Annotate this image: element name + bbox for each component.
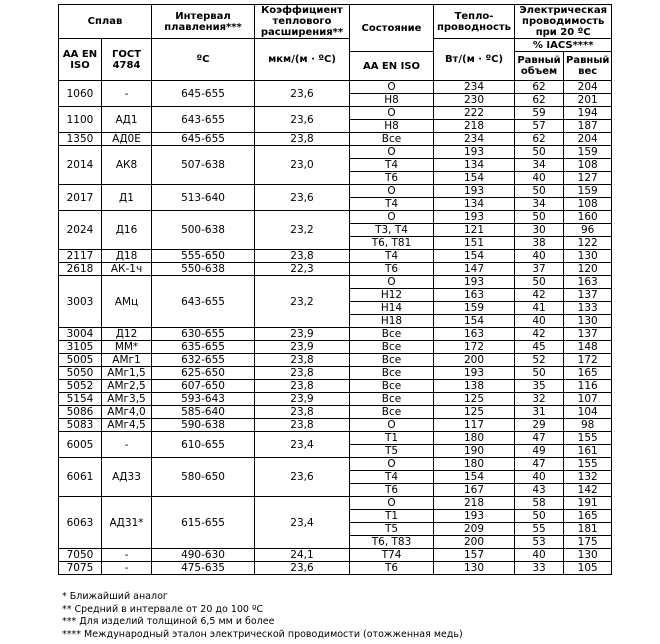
thermal-conductivity-cell: 193: [434, 185, 515, 198]
iacs-weight-cell: 108: [564, 198, 612, 211]
thermal-conductivity-cell: 134: [434, 159, 515, 172]
iacs-weight-cell: 191: [564, 497, 612, 510]
equal-volume-header: Равный объем: [515, 52, 564, 81]
alloy-table-body: [59, 81, 612, 575]
state-cell: Все: [350, 133, 434, 146]
thermal-conductivity-cell: 193: [434, 211, 515, 224]
thermal-conductivity-cell: 200: [434, 354, 515, 367]
thermal-conductivity-cell: 180: [434, 458, 515, 471]
gost-grade-cell: Д18: [102, 250, 152, 263]
state-cell: Все: [350, 367, 434, 380]
iacs-volume-cell: 59: [515, 107, 564, 120]
aa-grade-cell: 6061: [59, 458, 102, 497]
iacs-weight-cell: 165: [564, 367, 612, 380]
state-cell: Все: [350, 406, 434, 419]
iacs-volume-cell: 35: [515, 380, 564, 393]
iacs-weight-cell: 155: [564, 432, 612, 445]
aa-grade-cell: 6005: [59, 432, 102, 458]
iacs-volume-cell: 40: [515, 250, 564, 263]
iacs-weight-cell: 98: [564, 419, 612, 432]
table-row: [59, 107, 612, 120]
gost-grade-cell: АМг3,5: [102, 393, 152, 406]
state-cell: O: [350, 146, 434, 159]
iacs-volume-cell: 40: [515, 315, 564, 328]
melting-unit: ºC: [152, 39, 255, 81]
table-row: [59, 81, 612, 94]
iacs-weight-cell: 137: [564, 328, 612, 341]
state-cell: T4: [350, 198, 434, 211]
aa-grade-cell: 1100: [59, 107, 102, 133]
gost-grade-cell: АМг4,5: [102, 419, 152, 432]
aa-grade-cell: 3105: [59, 341, 102, 354]
iacs-volume-cell: 43: [515, 484, 564, 497]
thermal-conductivity-cell: 154: [434, 471, 515, 484]
aa-grade-cell: 3003: [59, 276, 102, 328]
iacs-weight-cell: 130: [564, 549, 612, 562]
state-cell: O: [350, 107, 434, 120]
table-row: [59, 250, 612, 263]
iacs-volume-cell: 34: [515, 198, 564, 211]
melting-range-cell: 490-630: [152, 549, 255, 562]
iacs-weight-cell: 130: [564, 250, 612, 263]
expansion-coef-cell: 23,8: [255, 133, 350, 146]
state-cell: H18: [350, 315, 434, 328]
thermal-conductivity-cell: 159: [434, 302, 515, 315]
iacs-volume-cell: 47: [515, 458, 564, 471]
iacs-volume-cell: 33: [515, 562, 564, 575]
thermal-conductivity-cell: 209: [434, 523, 515, 536]
state-cell: T6: [350, 484, 434, 497]
iacs-weight-cell: 194: [564, 107, 612, 120]
gost-grade-cell: АМг2,5: [102, 380, 152, 393]
state-cell: T5: [350, 445, 434, 458]
expansion-coef-cell: 23,2: [255, 211, 350, 250]
equal-weight-header: Равный вес: [564, 52, 612, 81]
iacs-weight-cell: 204: [564, 81, 612, 94]
conductivity-unit: Вт/(м · ºC): [434, 39, 515, 81]
state-cell: H8: [350, 94, 434, 107]
footnote-3: *** Для изделий толщиной 6,5 мм и более: [62, 616, 275, 628]
melting-range-cell: 610-655: [152, 432, 255, 458]
iacs-weight-cell: 159: [564, 146, 612, 159]
gost-grade-cell: -: [102, 562, 152, 575]
gost-grade-cell: ММ*: [102, 341, 152, 354]
iacs-volume-cell: 62: [515, 81, 564, 94]
state-cell: T6: [350, 562, 434, 575]
state-cell: H14: [350, 302, 434, 315]
thermal-conductivity-cell: 222: [434, 107, 515, 120]
gost-grade-cell: -: [102, 81, 152, 107]
melting-range-cell: 593-643: [152, 393, 255, 406]
melting-range-cell: 500-638: [152, 211, 255, 250]
iacs-weight-cell: 161: [564, 445, 612, 458]
state-cell: T4: [350, 250, 434, 263]
iacs-weight-cell: 108: [564, 159, 612, 172]
iacs-volume-cell: 31: [515, 406, 564, 419]
alloy-properties-table: [58, 4, 612, 575]
iacs-volume-cell: 37: [515, 263, 564, 276]
aa-grade-cell: 5050: [59, 367, 102, 380]
table-row: [59, 354, 612, 367]
expansion-coef-cell: 23,2: [255, 276, 350, 328]
iacs-weight-cell: 181: [564, 523, 612, 536]
melting-header: Интервал плавления***: [152, 5, 255, 39]
melting-range-cell: 550-638: [152, 263, 255, 276]
state-cell: O: [350, 497, 434, 510]
iacs-weight-cell: 175: [564, 536, 612, 549]
thermal-conductivity-cell: 157: [434, 549, 515, 562]
thermal-conductivity-cell: 180: [434, 432, 515, 445]
melting-range-cell: 580-650: [152, 458, 255, 497]
state-cell: O: [350, 458, 434, 471]
aa-grade-cell: 2014: [59, 146, 102, 185]
table-row: [59, 133, 612, 146]
state-cell: O: [350, 81, 434, 94]
thermal-conductivity-cell: 218: [434, 497, 515, 510]
gost-grade-cell: АМг1: [102, 354, 152, 367]
iacs-weight-cell: 104: [564, 406, 612, 419]
table-row: [59, 419, 612, 432]
state-cell: O: [350, 211, 434, 224]
melting-range-cell: 625-650: [152, 367, 255, 380]
expansion-coef-cell: 23,8: [255, 367, 350, 380]
iacs-volume-cell: 32: [515, 393, 564, 406]
iacs-volume-cell: 29: [515, 419, 564, 432]
melting-range-cell: 507-638: [152, 146, 255, 185]
iacs-weight-cell: 120: [564, 263, 612, 276]
state-cell: O: [350, 185, 434, 198]
iacs-volume-cell: 34: [515, 159, 564, 172]
table-row: [59, 458, 612, 471]
state-cell: Все: [350, 328, 434, 341]
aa-grade-cell: 1060: [59, 81, 102, 107]
thermal-conductivity-cell: 147: [434, 263, 515, 276]
melting-range-cell: 590-638: [152, 419, 255, 432]
table-row: [59, 341, 612, 354]
thermal-conductivity-cell: 138: [434, 380, 515, 393]
electrical-header: Электрическая проводимость при 20 ºC: [515, 5, 612, 39]
iacs-volume-cell: 42: [515, 289, 564, 302]
iacs-weight-cell: 133: [564, 302, 612, 315]
table-row: [59, 146, 612, 159]
iacs-weight-cell: 137: [564, 289, 612, 302]
iacs-volume-cell: 50: [515, 211, 564, 224]
state-cell: T5: [350, 523, 434, 536]
table-row: [59, 380, 612, 393]
table-row: [59, 263, 612, 276]
aa-grade-cell: 7050: [59, 549, 102, 562]
iacs-weight-cell: 163: [564, 276, 612, 289]
melting-range-cell: 475-635: [152, 562, 255, 575]
table-row: [59, 185, 612, 198]
iacs-volume-cell: 47: [515, 432, 564, 445]
thermal-conductivity-cell: 193: [434, 276, 515, 289]
aa-header: AA EN ISO: [59, 39, 102, 81]
melting-range-cell: 607-650: [152, 380, 255, 393]
state-cell: Все: [350, 354, 434, 367]
melting-range-cell: 643-655: [152, 107, 255, 133]
conductivity-header: Тепло-проводность: [434, 5, 515, 39]
table-row: [59, 328, 612, 341]
iacs-volume-cell: 42: [515, 328, 564, 341]
gost-grade-cell: -: [102, 432, 152, 458]
expansion-coef-cell: 23,0: [255, 146, 350, 185]
iacs-volume-cell: 40: [515, 471, 564, 484]
state-cell: T74: [350, 549, 434, 562]
iacs-volume-cell: 30: [515, 224, 564, 237]
expansion-coef-cell: 23,6: [255, 81, 350, 107]
iacs-volume-cell: 50: [515, 185, 564, 198]
melting-range-cell: 632-655: [152, 354, 255, 367]
expansion-coef-cell: 23,6: [255, 562, 350, 575]
iacs-weight-cell: 130: [564, 315, 612, 328]
expansion-coef-cell: 23,8: [255, 354, 350, 367]
expansion-coef-cell: 23,4: [255, 432, 350, 458]
thermal-conductivity-cell: 151: [434, 237, 515, 250]
iacs-header: % IACS****: [515, 39, 612, 52]
iacs-volume-cell: 50: [515, 510, 564, 523]
gost-grade-cell: Д16: [102, 211, 152, 250]
expansion-coef-cell: 23,4: [255, 497, 350, 549]
melting-range-cell: 645-655: [152, 81, 255, 107]
alloy-properties-table-container: [58, 4, 612, 575]
melting-range-cell: 615-655: [152, 497, 255, 549]
state-cell: T1: [350, 432, 434, 445]
gost-grade-cell: АД1: [102, 107, 152, 133]
aa-grade-cell: 2024: [59, 211, 102, 250]
table-row: [59, 549, 612, 562]
iacs-volume-cell: 62: [515, 94, 564, 107]
melting-range-cell: 513-640: [152, 185, 255, 211]
iacs-volume-cell: 50: [515, 276, 564, 289]
iacs-volume-cell: 50: [515, 367, 564, 380]
gost-grade-cell: -: [102, 549, 152, 562]
table-row: [59, 406, 612, 419]
thermal-conductivity-cell: 154: [434, 315, 515, 328]
thermal-conductivity-cell: 172: [434, 341, 515, 354]
iacs-volume-cell: 41: [515, 302, 564, 315]
thermal-conductivity-cell: 193: [434, 510, 515, 523]
iacs-volume-cell: 40: [515, 549, 564, 562]
iacs-weight-cell: 201: [564, 94, 612, 107]
thermal-conductivity-cell: 117: [434, 419, 515, 432]
footnote-1: * Ближайший аналог: [62, 591, 168, 602]
expansion-coef-cell: 24,1: [255, 549, 350, 562]
iacs-weight-cell: 155: [564, 458, 612, 471]
thermal-conductivity-cell: 234: [434, 133, 515, 146]
expansion-coef-cell: 23,8: [255, 419, 350, 432]
expansion-coef-cell: 23,6: [255, 458, 350, 497]
iacs-weight-cell: 132: [564, 471, 612, 484]
iacs-volume-cell: 40: [515, 172, 564, 185]
aa-grade-cell: 3004: [59, 328, 102, 341]
state-cell: H12: [350, 289, 434, 302]
iacs-weight-cell: 148: [564, 341, 612, 354]
state-cell: T4: [350, 159, 434, 172]
gost-grade-cell: АМг4,0: [102, 406, 152, 419]
table-row: [59, 393, 612, 406]
expansion-coef-cell: 23,8: [255, 406, 350, 419]
iacs-volume-cell: 57: [515, 120, 564, 133]
thermal-conductivity-cell: 134: [434, 198, 515, 211]
iacs-volume-cell: 52: [515, 354, 564, 367]
expansion-coef-cell: 23,9: [255, 341, 350, 354]
thermal-conductivity-cell: 193: [434, 146, 515, 159]
iacs-weight-cell: 159: [564, 185, 612, 198]
thermal-conductivity-cell: 163: [434, 289, 515, 302]
expansion-coef-cell: 23,6: [255, 185, 350, 211]
thermal-conductivity-cell: 163: [434, 328, 515, 341]
gost-grade-cell: АД0Е: [102, 133, 152, 146]
iacs-volume-cell: 62: [515, 133, 564, 146]
state-aa-header: AA EN ISO: [350, 52, 434, 81]
thermal-conductivity-cell: 193: [434, 367, 515, 380]
expansion-coef-cell: 23,6: [255, 107, 350, 133]
iacs-weight-cell: 127: [564, 172, 612, 185]
alloy-header: Сплав: [59, 5, 152, 39]
table-row: [59, 497, 612, 510]
gost-grade-cell: АМц: [102, 276, 152, 328]
melting-range-cell: 635-655: [152, 341, 255, 354]
iacs-weight-cell: 122: [564, 237, 612, 250]
table-row: [59, 276, 612, 289]
state-cell: T6: [350, 263, 434, 276]
state-cell: O: [350, 419, 434, 432]
iacs-weight-cell: 105: [564, 562, 612, 575]
thermal-conductivity-cell: 190: [434, 445, 515, 458]
expansion-coef-cell: 22,3: [255, 263, 350, 276]
aa-grade-cell: 5083: [59, 419, 102, 432]
footnote-4: **** Международный эталон электрической проводимости (отожженная медь): [62, 628, 463, 640]
melting-range-cell: 585-640: [152, 406, 255, 419]
iacs-weight-cell: 172: [564, 354, 612, 367]
expansion-coef-cell: 23,9: [255, 393, 350, 406]
thermal-conductivity-cell: 125: [434, 393, 515, 406]
state-cell: T6: [350, 172, 434, 185]
gost-header: ГОСТ 4784: [102, 39, 152, 81]
gost-grade-cell: АК8: [102, 146, 152, 185]
gost-grade-cell: Д1: [102, 185, 152, 211]
iacs-volume-cell: 58: [515, 497, 564, 510]
expansion-header: Коэффициент теплового расширения**: [255, 5, 350, 39]
expansion-coef-cell: 23,8: [255, 380, 350, 393]
aa-grade-cell: 5154: [59, 393, 102, 406]
state-cell: O: [350, 276, 434, 289]
iacs-volume-cell: 38: [515, 237, 564, 250]
state-cell: Все: [350, 341, 434, 354]
expansion-coef-cell: 23,8: [255, 250, 350, 263]
gost-grade-cell: АД31*: [102, 497, 152, 549]
thermal-conductivity-cell: 125: [434, 406, 515, 419]
state-header: Состояние: [350, 5, 434, 52]
aa-grade-cell: 2017: [59, 185, 102, 211]
state-cell: H8: [350, 120, 434, 133]
melting-range-cell: 643-655: [152, 276, 255, 328]
melting-range-cell: 645-655: [152, 133, 255, 146]
expansion-coef-cell: 23,9: [255, 328, 350, 341]
iacs-weight-cell: 107: [564, 393, 612, 406]
aa-grade-cell: 5052: [59, 380, 102, 393]
state-cell: T6, T81: [350, 237, 434, 250]
iacs-volume-cell: 53: [515, 536, 564, 549]
state-cell: Все: [350, 393, 434, 406]
state-cell: T4: [350, 471, 434, 484]
footnote-2: ** Средний в интервале от 20 до 100 ºC: [62, 603, 264, 615]
thermal-conductivity-cell: 230: [434, 94, 515, 107]
gost-grade-cell: АК-1ч: [102, 263, 152, 276]
state-cell: T1: [350, 510, 434, 523]
iacs-volume-cell: 50: [515, 146, 564, 159]
table-row: [59, 562, 612, 575]
table-row: [59, 367, 612, 380]
thermal-conductivity-cell: 234: [434, 81, 515, 94]
iacs-weight-cell: 116: [564, 380, 612, 393]
aa-grade-cell: 1350: [59, 133, 102, 146]
melting-range-cell: 630-655: [152, 328, 255, 341]
iacs-weight-cell: 160: [564, 211, 612, 224]
state-cell: T6, T83: [350, 536, 434, 549]
thermal-conductivity-cell: 218: [434, 120, 515, 133]
melting-range-cell: 555-650: [152, 250, 255, 263]
gost-grade-cell: АД33: [102, 458, 152, 497]
aa-grade-cell: 5005: [59, 354, 102, 367]
iacs-volume-cell: 55: [515, 523, 564, 536]
expansion-unit: мкм/(м · ºC): [255, 39, 350, 81]
iacs-weight-cell: 187: [564, 120, 612, 133]
thermal-conductivity-cell: 200: [434, 536, 515, 549]
table-row: [59, 432, 612, 445]
aa-grade-cell: 2117: [59, 250, 102, 263]
aa-grade-cell: 2618: [59, 263, 102, 276]
iacs-weight-cell: 96: [564, 224, 612, 237]
gost-grade-cell: Д12: [102, 328, 152, 341]
iacs-weight-cell: 204: [564, 133, 612, 146]
state-cell: T3, T4: [350, 224, 434, 237]
iacs-volume-cell: 45: [515, 341, 564, 354]
gost-grade-cell: АМг1,5: [102, 367, 152, 380]
aa-grade-cell: 7075: [59, 562, 102, 575]
thermal-conductivity-cell: 130: [434, 562, 515, 575]
thermal-conductivity-cell: 167: [434, 484, 515, 497]
iacs-weight-cell: 165: [564, 510, 612, 523]
thermal-conductivity-cell: 154: [434, 172, 515, 185]
thermal-conductivity-cell: 154: [434, 250, 515, 263]
footnotes: [62, 591, 463, 641]
thermal-conductivity-cell: 121: [434, 224, 515, 237]
iacs-weight-cell: 142: [564, 484, 612, 497]
state-cell: Все: [350, 380, 434, 393]
table-row: [59, 211, 612, 224]
aa-grade-cell: 6063: [59, 497, 102, 549]
iacs-volume-cell: 49: [515, 445, 564, 458]
aa-grade-cell: 5086: [59, 406, 102, 419]
